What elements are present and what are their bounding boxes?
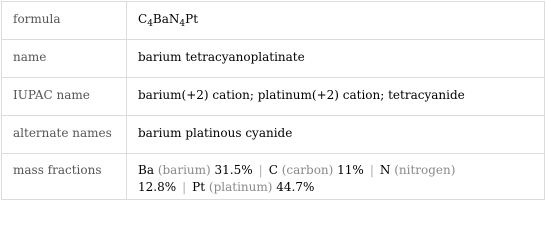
- alternate-names-label: alternate names: [2, 116, 127, 154]
- formula-part: Pt: [185, 12, 199, 26]
- formula-value: [127, 2, 545, 40]
- formula-row: [2, 2, 545, 40]
- formula-label: formula: [2, 2, 127, 40]
- iupac-name-row: [2, 78, 545, 116]
- mass-fraction-item: [269, 163, 364, 177]
- element-name: (nitrogen): [394, 163, 456, 177]
- separator: |: [258, 163, 263, 177]
- separator: |: [182, 180, 187, 194]
- element-symbol: Ba: [138, 163, 154, 177]
- mass-fraction-item: [192, 180, 314, 194]
- name-row: [2, 40, 545, 78]
- alternate-names-row: [2, 116, 545, 154]
- separator: |: [369, 163, 374, 177]
- formula-subscript: 4: [147, 19, 153, 29]
- formula-part: BaN: [152, 12, 180, 26]
- element-name: (carbon): [281, 163, 334, 177]
- name-value: barium tetracyanoplatinate: [127, 40, 545, 78]
- formula-part: C: [138, 12, 148, 26]
- element-symbol: Pt: [192, 180, 206, 194]
- iupac-name-label: IUPAC name: [2, 78, 127, 116]
- element-symbol: C: [268, 163, 278, 177]
- alternate-names-value: barium platinous cyanide: [127, 116, 545, 154]
- mass-fractions-value: [127, 154, 545, 200]
- mass-fractions-label: mass fractions: [2, 154, 127, 200]
- element-percent: 11%: [337, 163, 364, 177]
- element-name: (barium): [157, 163, 211, 177]
- element-percent: 12.8%: [138, 180, 177, 194]
- element-symbol: N: [379, 163, 391, 177]
- element-name: (platinum): [208, 180, 273, 194]
- properties-table: [1, 1, 545, 200]
- name-label: name: [2, 40, 127, 78]
- formula-subscript: 4: [179, 19, 186, 29]
- iupac-name-value: barium(+2) cation; platinum(+2) cation; tetracyanide: [127, 78, 545, 116]
- mass-fraction-item: [138, 163, 253, 177]
- mass-fractions-row: [2, 154, 545, 200]
- element-percent: 44.7%: [276, 180, 315, 194]
- element-percent: 31.5%: [214, 163, 253, 177]
